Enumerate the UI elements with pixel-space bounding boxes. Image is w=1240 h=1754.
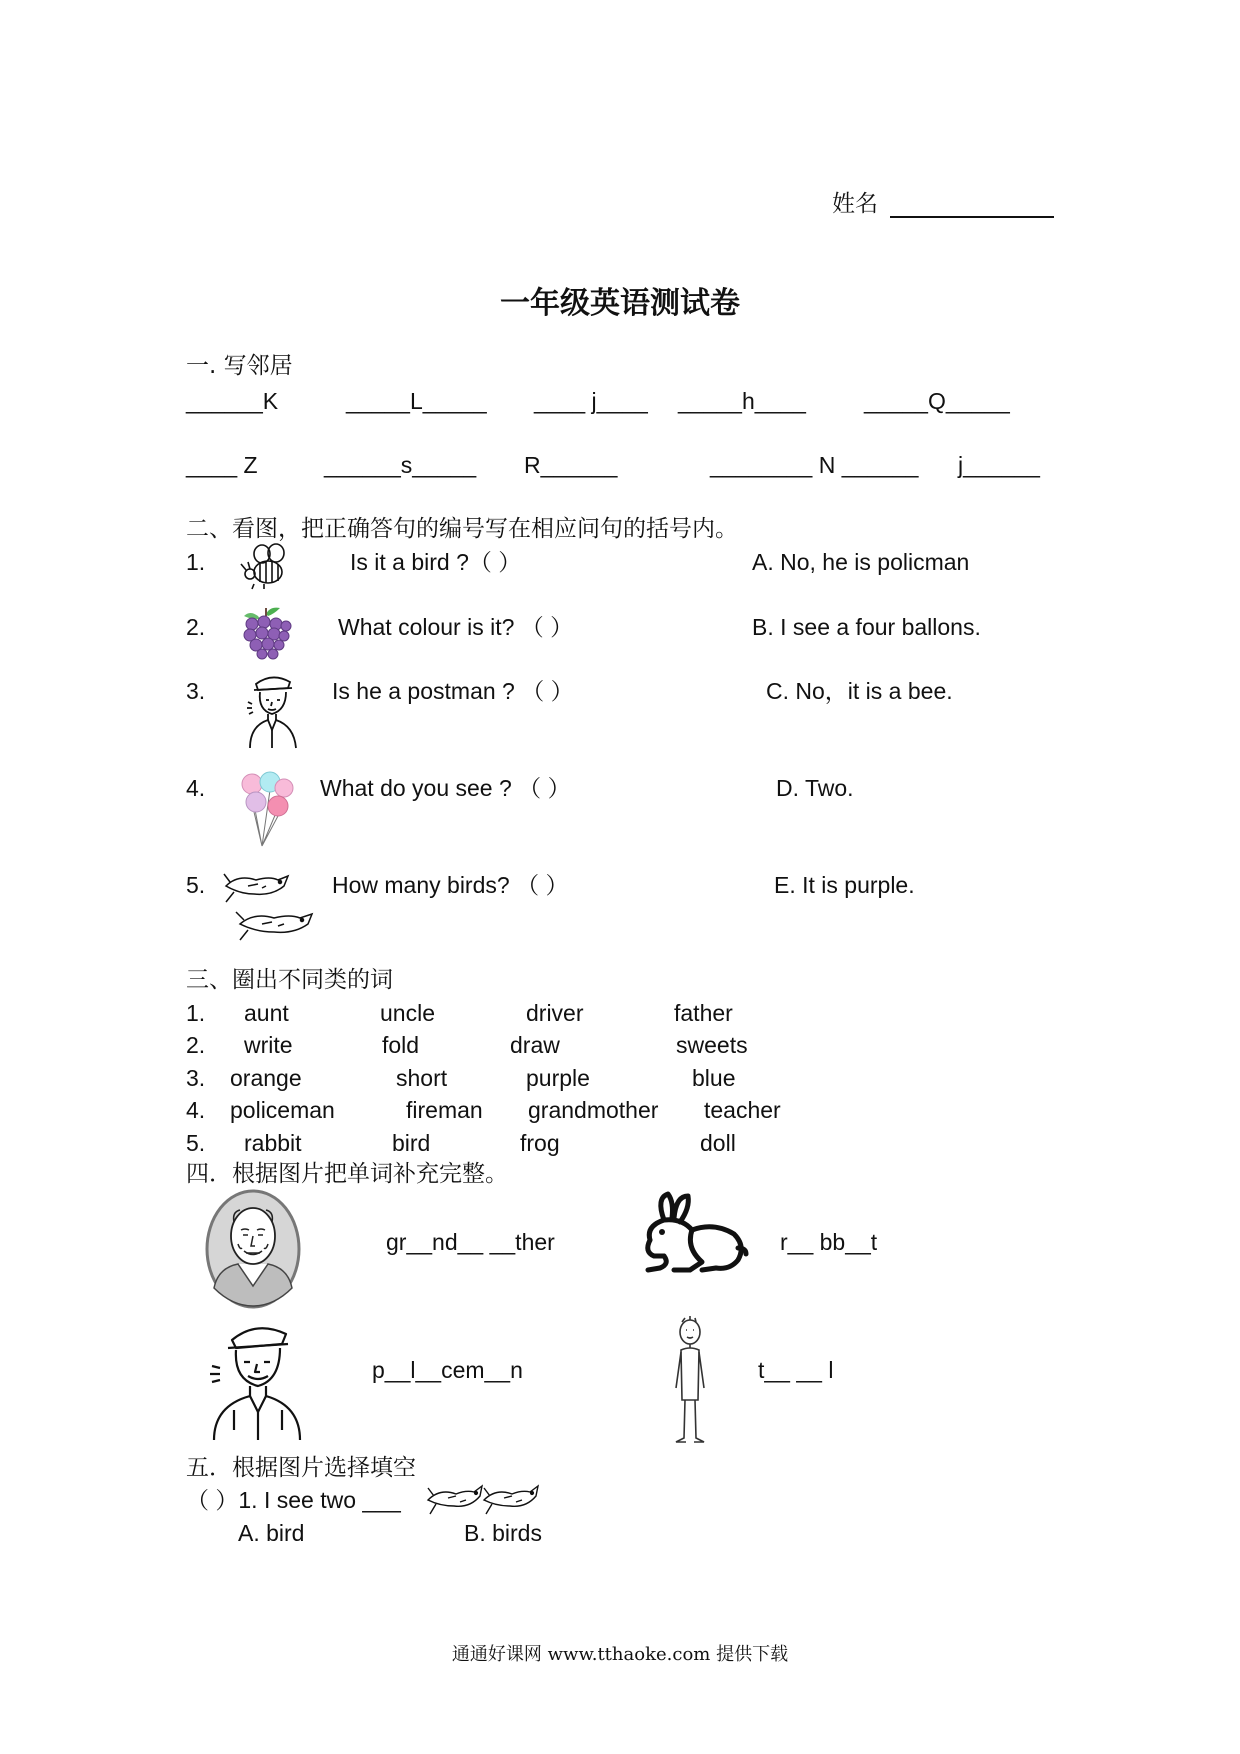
word: bird: [392, 1130, 431, 1156]
fill-word: p__l__cem__n: [372, 1357, 523, 1383]
word: frog: [520, 1130, 560, 1156]
question-text: Is it a bird ?（ ）: [350, 549, 522, 575]
neighbor-item: ____ j____: [534, 388, 648, 414]
grandfather-icon: [204, 1188, 302, 1310]
question-number: 3.: [186, 678, 206, 704]
question-text: What do you see ? （ ）: [320, 775, 571, 801]
word: driver: [526, 1000, 584, 1026]
rabbit-icon: [630, 1190, 750, 1278]
section4-heading: 四．根据图片把单词补充完整。: [186, 1161, 508, 1187]
neighbor-item: R______: [524, 452, 618, 478]
answer-option: A. No, he is policman: [752, 549, 970, 575]
neighbor-item: ____ Z: [186, 452, 258, 478]
row-number: 5.: [186, 1130, 206, 1156]
neighbor-item: _____h____: [678, 388, 806, 414]
word: draw: [510, 1032, 560, 1058]
tall-man-icon: [668, 1316, 712, 1444]
page-title: 一年级英语测试卷: [500, 286, 740, 321]
word: father: [674, 1000, 733, 1026]
word: doll: [700, 1130, 736, 1156]
name-label: 姓名: [832, 191, 878, 217]
word: fold: [382, 1032, 420, 1058]
grapes-icon: [240, 604, 292, 660]
neighbor-item: ________ N ______: [710, 452, 919, 478]
question-text: What colour is it? （ ）: [338, 614, 574, 640]
question-number: 2.: [186, 614, 206, 640]
word: sweets: [676, 1032, 748, 1058]
word: teacher: [704, 1097, 781, 1123]
postman-icon: [244, 672, 302, 748]
word: policeman: [230, 1097, 335, 1123]
word: write: [244, 1032, 293, 1058]
bee-icon: [238, 540, 290, 590]
name-blank[interactable]: [890, 216, 1054, 218]
row-number: 2.: [186, 1032, 206, 1058]
fill-word: gr__nd__ __ther: [386, 1229, 555, 1255]
answer-option: E. It is purple.: [774, 872, 915, 898]
row-number: 3.: [186, 1065, 206, 1091]
neighbor-item: ______s_____: [324, 452, 477, 478]
word: short: [396, 1065, 448, 1091]
word: blue: [692, 1065, 736, 1091]
question-text: How many birds? （ ）: [332, 872, 569, 898]
word: rabbit: [244, 1130, 302, 1156]
word: orange: [230, 1065, 302, 1091]
balloons-icon: [238, 772, 296, 852]
option-a: A. bird: [238, 1520, 305, 1546]
word: fireman: [406, 1097, 483, 1123]
word: grandmother: [528, 1097, 659, 1123]
policeman-icon: [206, 1318, 306, 1440]
word: purple: [526, 1065, 590, 1091]
word: uncle: [380, 1000, 435, 1026]
row-number: 4.: [186, 1097, 206, 1123]
question-number: 1.: [186, 549, 206, 575]
choice-question: （ ）1. I see two ___: [186, 1487, 401, 1513]
row-number: 1.: [186, 1000, 206, 1026]
section3-heading: 三、圈出不同类的词: [186, 967, 393, 993]
fill-word: r__ bb__t: [780, 1229, 878, 1255]
two-birds-icon: [222, 862, 330, 946]
neighbor-item: _____Q_____: [864, 388, 1010, 414]
neighbor-item: _____L_____: [346, 388, 487, 414]
fill-word: t__ __ l: [758, 1357, 834, 1383]
neighbor-item: ______K: [186, 388, 279, 414]
section5-heading: 五．根据图片选择填空: [186, 1455, 416, 1481]
question-number: 5.: [186, 872, 206, 898]
answer-option: D. Two.: [776, 775, 854, 801]
section1-heading: 一. 写邻居: [186, 353, 293, 379]
word: aunt: [244, 1000, 289, 1026]
neighbor-item: j______: [958, 452, 1040, 478]
question-text: Is he a postman ? （ ）: [332, 678, 574, 704]
answer-option: C. No，it is a bee.: [766, 678, 953, 704]
question-number: 4.: [186, 775, 206, 801]
footer-text: 通通好课网 www.tthaoke.com 提供下载: [451, 1644, 789, 1665]
answer-option: B. I see a four ballons.: [752, 614, 981, 640]
two-birds-icon: [426, 1474, 544, 1520]
section2-heading: 二、看图，把正确答句的编号写在相应问句的括号内。: [186, 516, 738, 542]
option-b: B. birds: [464, 1520, 542, 1546]
